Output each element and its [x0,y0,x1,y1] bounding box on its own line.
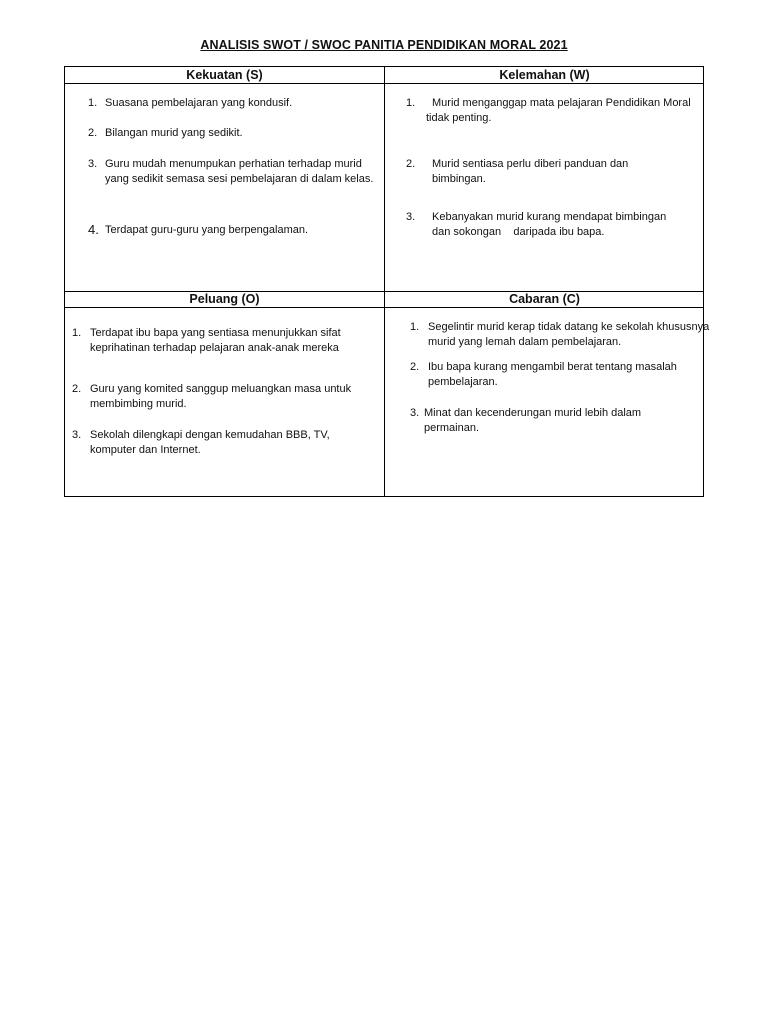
challenge-item-2-text: Ibu bapa kurang mengambil berat tentang masalah pembelajaran. [428,361,677,388]
challenge-item-3-number: 3. [410,407,420,419]
opportunity-item-3 [72,428,362,458]
strength-item-4 [88,223,375,238]
header-challenges: Cabaran (C) [509,292,580,306]
opportunity-item-1-text: Terdapat ibu bapa yang sentiasa menunjukkan sifat keprihatinan terhadap pelajaran anak-anak mereka [90,327,341,354]
strength-item-3-number: 3. [88,158,98,170]
challenge-item-1-text: Segelintir murid kerap tidak datang ke sekolah khususnya murid yang lemah dalam pembelajaran. [428,321,710,348]
strength-item-2 [88,126,375,141]
challenge-item-3 [410,406,686,436]
swot-table [64,66,710,497]
strength-item-2-text: Bilangan murid yang sedikit. [105,127,243,139]
opportunity-item-3-text: Sekolah dilengkapi dengan kemudahan BBB, TV, komputer dan Internet. [90,429,330,456]
opportunity-item-2-text: Guru yang komited sanggup meluangkan masa untuk membimbing murid. [90,383,352,410]
challenge-item-1-number: 1. [410,321,420,333]
strength-item-1-text: Suasana pembelajaran yang kondusif. [105,97,293,109]
header-strengths: Kekuatan (S) [186,68,263,82]
opportunity-item-1 [72,326,384,356]
challenge-item-2 [410,360,718,390]
weakness-item-1-continuation: tidak penting. [426,112,492,124]
strength-item-3 [88,157,377,187]
table-header-divider-top [65,83,703,84]
weakness-item-1 [406,96,706,126]
strength-item-4-number: 4. [88,222,99,237]
header-opportunities: Peluang (O) [189,292,260,306]
weakness-item-2-number: 2. [406,158,416,170]
weakness-item-1-text: Murid menganggap mata pelajaran Pendidikan Moral [432,97,691,109]
weakness-item-2-text: Murid sentiasa perlu diberi panduan dan bimbingan. [432,158,629,185]
strength-item-1-number: 1. [88,97,98,109]
challenge-item-3-text: Minat dan kecenderungan murid lebih dalam permainan. [424,407,642,434]
opportunity-item-2 [72,382,384,412]
strength-item-4-text: Terdapat guru-guru yang berpengalaman. [105,224,309,236]
table-header-divider-bottom [65,307,703,308]
strength-item-1 [88,96,375,111]
challenge-item-1 [410,320,718,350]
weakness-item-3-number: 3. [406,211,416,223]
weakness-item-3-text: Kebanyakan murid kurang mendapat bimbingan [432,211,667,223]
challenge-item-2-number: 2. [410,361,420,373]
weakness-item-3 [406,210,701,240]
weakness-item-3-continuation: dan sokongan daripada ibu bapa. [432,226,605,238]
strength-item-2-number: 2. [88,127,98,139]
opportunity-item-1-number: 1. [72,327,82,339]
table-vertical-divider [384,67,385,496]
document-title: ANALISIS SWOT / SWOC PANITIA PENDIDIKAN MORAL 2021 [200,38,568,52]
weakness-item-2 [406,157,706,187]
weakness-item-1-number: 1. [406,97,416,109]
strength-item-3-text: Guru mudah menumpukan perhatian terhadap murid yang sedikit semasa sesi pembelajaran di dalam kelas. [105,158,374,185]
opportunity-item-3-number: 3. [72,429,82,441]
opportunity-item-2-number: 2. [72,383,82,395]
header-weaknesses: Kelemahan (W) [499,68,590,82]
